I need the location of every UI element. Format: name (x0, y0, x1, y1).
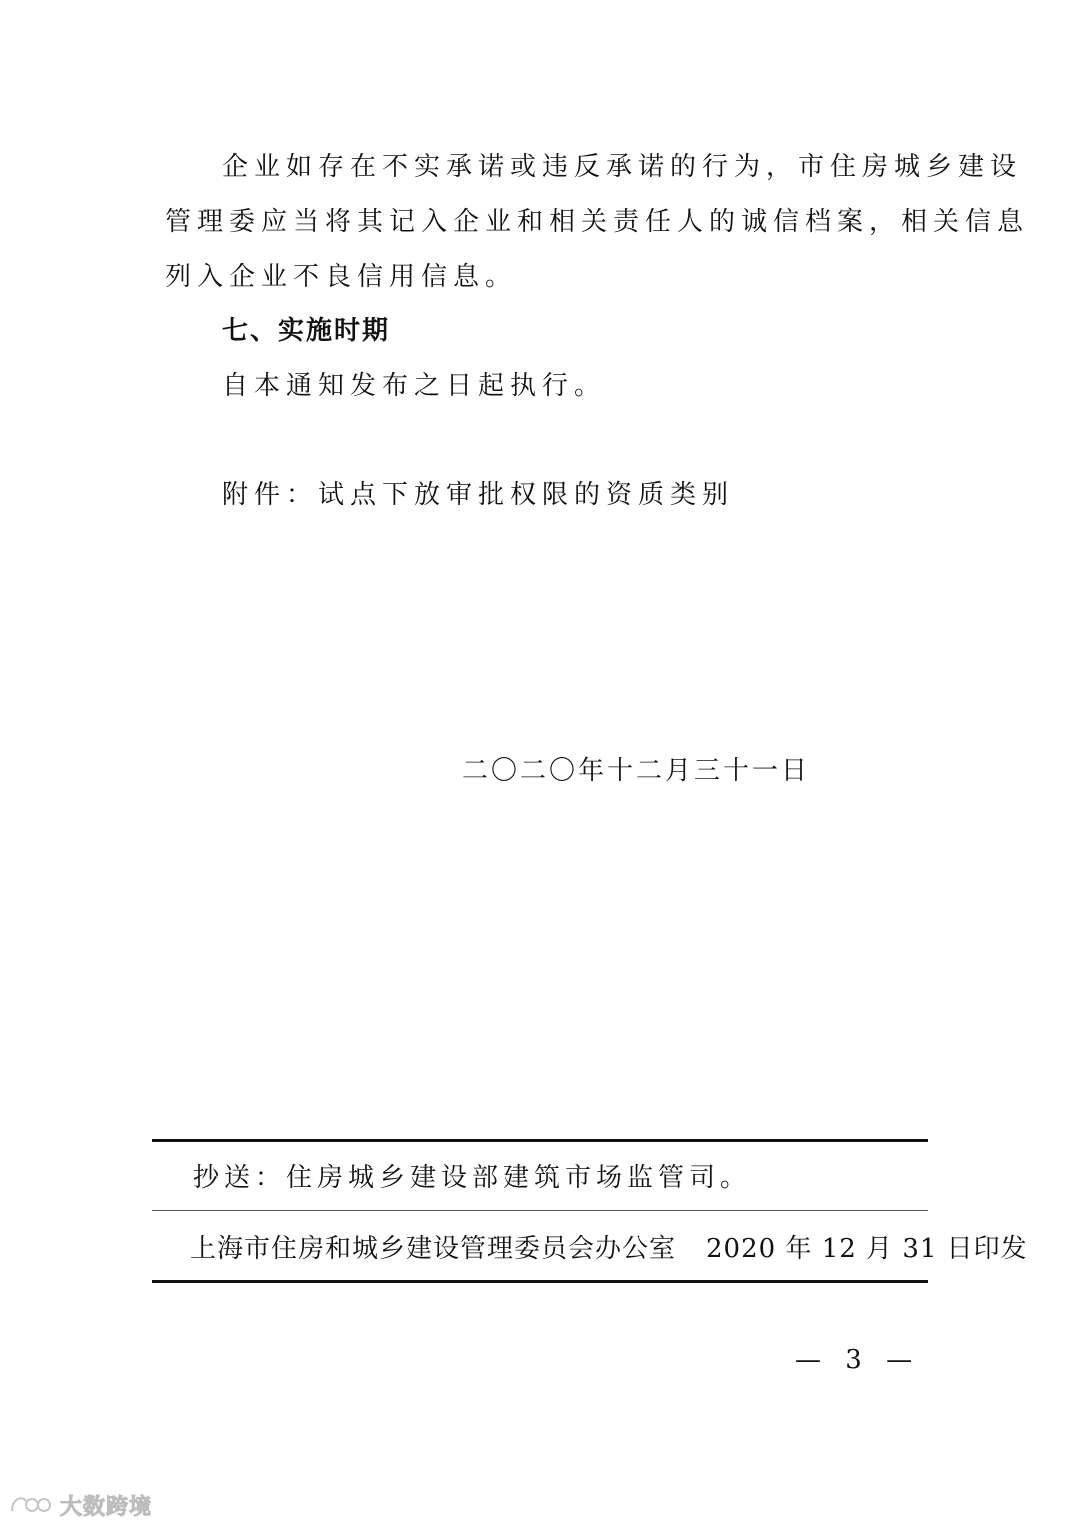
watermark (8, 1490, 152, 1521)
watermark-text: 大数跨境 (60, 1495, 153, 1520)
paragraph-line-2: 管理委应当将其记入企业和相关责任人的诚信档案，相关信息 (165, 207, 1030, 237)
footer-top-rule (152, 1139, 928, 1142)
section-text: 自本通知发布之日起执行。 (222, 371, 607, 401)
attachment-note: 附件：试点下放审批权限的资质类别 (222, 480, 735, 510)
watermark-logo-icon (8, 1491, 54, 1521)
cc-line: 抄送：住房城乡建设部建筑市场监管司。 (193, 1163, 752, 1193)
issue-date: 2020 年 12 月 31 日印发 (706, 1234, 1028, 1264)
issuer-name: 上海市住房和城乡建设管理委员会办公室 (190, 1234, 677, 1264)
page-number: — 3 — (795, 1345, 921, 1375)
paragraph-line-3: 列入企业不良信用信息。 (165, 262, 518, 292)
document-date: 二〇二〇年十二月三十一日 (462, 756, 811, 786)
footer-bottom-rule (152, 1280, 928, 1283)
footer-middle-rule (152, 1210, 928, 1211)
issuer-line (190, 1236, 1028, 1262)
section-heading: 七、实施时期 (222, 316, 391, 346)
paragraph-line-1: 企业如存在不实承诺或违反承诺的行为，市住房城乡建设 (222, 152, 1023, 182)
